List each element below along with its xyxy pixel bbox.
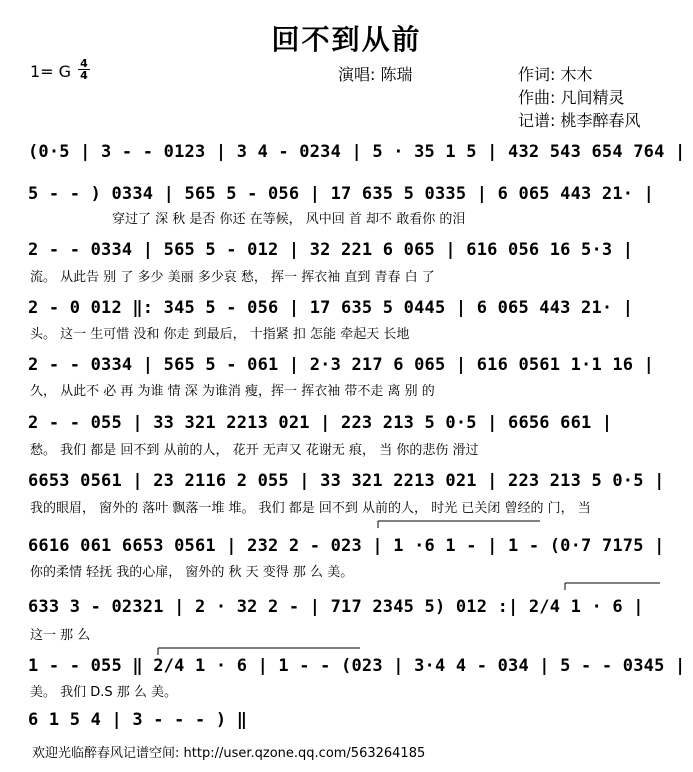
singer-credit: 演唱: 陈瑞 [338, 65, 413, 84]
score-row-lyrics: 你的柔情 轻抚 我的心扉， 窗外的 秋 天 变得 那 么 美。 [30, 565, 354, 580]
score-row-notes: 2 - 0 012 ‖: 345 5 - 056 | 17 635 5 0445 | 6 065 443 21· | [28, 298, 634, 318]
score-row-notes: 2 - - 055 | 33 321 2213 021 | 223 213 5 0·5 | 6656 661 | [28, 413, 613, 433]
score-row-notes: 2 - - 0334 | 565 5 - 061 | 2·3 217 6 065 | 616 0561 1·1 16 | [28, 355, 655, 375]
footer-url: 欢迎光临醉春风记谱空间: http://user.qzone.qq.com/563264185 [32, 746, 426, 761]
lyricist-credit: 作词: 木木 [518, 65, 593, 84]
score-row-lyrics: 头。 这一 生可惜 没和 你走 到最后， 十指紧 扣 怎能 牵起天 长地 [30, 327, 410, 342]
time-signature-top: 4 [80, 57, 88, 70]
key-signature: 1= G [30, 62, 72, 81]
score-row-notes: 633 3 - 02321 | 2 · 32 2 - | 717 2345 5) 012 :| 2/4 1 · 6 | [28, 597, 644, 617]
score-row-notes: 6 1 5 4 | 3 - - - ) ‖ [28, 710, 248, 730]
score-row-notes: (0·5 | 3 - - 0123 | 3 4 - 0234 | 5 · 35 1 5 | 432 543 654 764 | [28, 142, 686, 162]
score-row-lyrics: 愁。 我们 都是 回不到 从前的人， 花开 无声又 花谢无 痕， 当 你的悲伤 滑过 [30, 443, 479, 458]
score-row-lyrics: 流。 从此告 别 了 多少 美丽 多少哀 愁， 挥一 挥衣袖 直到 青春 白 了 [30, 270, 435, 285]
score-row-notes: 6616 061 6653 0561 | 232 2 - 023 | 1 ·6 1 - | 1 - (0·7 7175 | [28, 536, 665, 556]
score-row-lyrics: 穿过了 深 秋 是否 你还 在等候， 风中回 首 却不 敢看你 的泪 [112, 212, 466, 227]
score-row-notes: 2 - - 0334 | 565 5 - 012 | 32 221 6 065 | 616 056 16 5·3 | [28, 240, 634, 260]
score-row-lyrics: 我的眼眉， 窗外的 落叶 飘落一堆 堆。 我们 都是 回不到 从前的人， 时光 已关闭 曾经的 门， 当 [30, 501, 591, 516]
song-title: 回不到从前 [271, 23, 422, 56]
score-row-lyrics: 美。 我们 D.S 那 么 美。 [30, 685, 178, 700]
score-row-lyrics: 这一 那 么 [30, 628, 91, 643]
composer-credit: 作曲: 凡间精灵 [518, 88, 625, 107]
transcriber-credit: 记谱: 桃李醉春风 [518, 111, 641, 130]
score-row-notes: 5 - - ) 0334 | 565 5 - 056 | 17 635 5 0335 | 6 065 443 21· | [28, 184, 655, 204]
score-row-notes: 1 - - 055 ‖ 2/4 1 · 6 | 1 - - (023 | 3·4 4 - 034 | 5 - - 0345 | [28, 656, 686, 676]
score-row-lyrics: 久， 从此不 必 再 为谁 情 深 为谁消 瘦，挥一 挥衣袖 带不走 离 别 的 [30, 384, 435, 399]
time-signature-bottom: 4 [78, 69, 90, 81]
score-row-notes: 6653 0561 | 23 2116 2 055 | 33 321 2213 021 | 223 213 5 0·5 | [28, 471, 665, 491]
